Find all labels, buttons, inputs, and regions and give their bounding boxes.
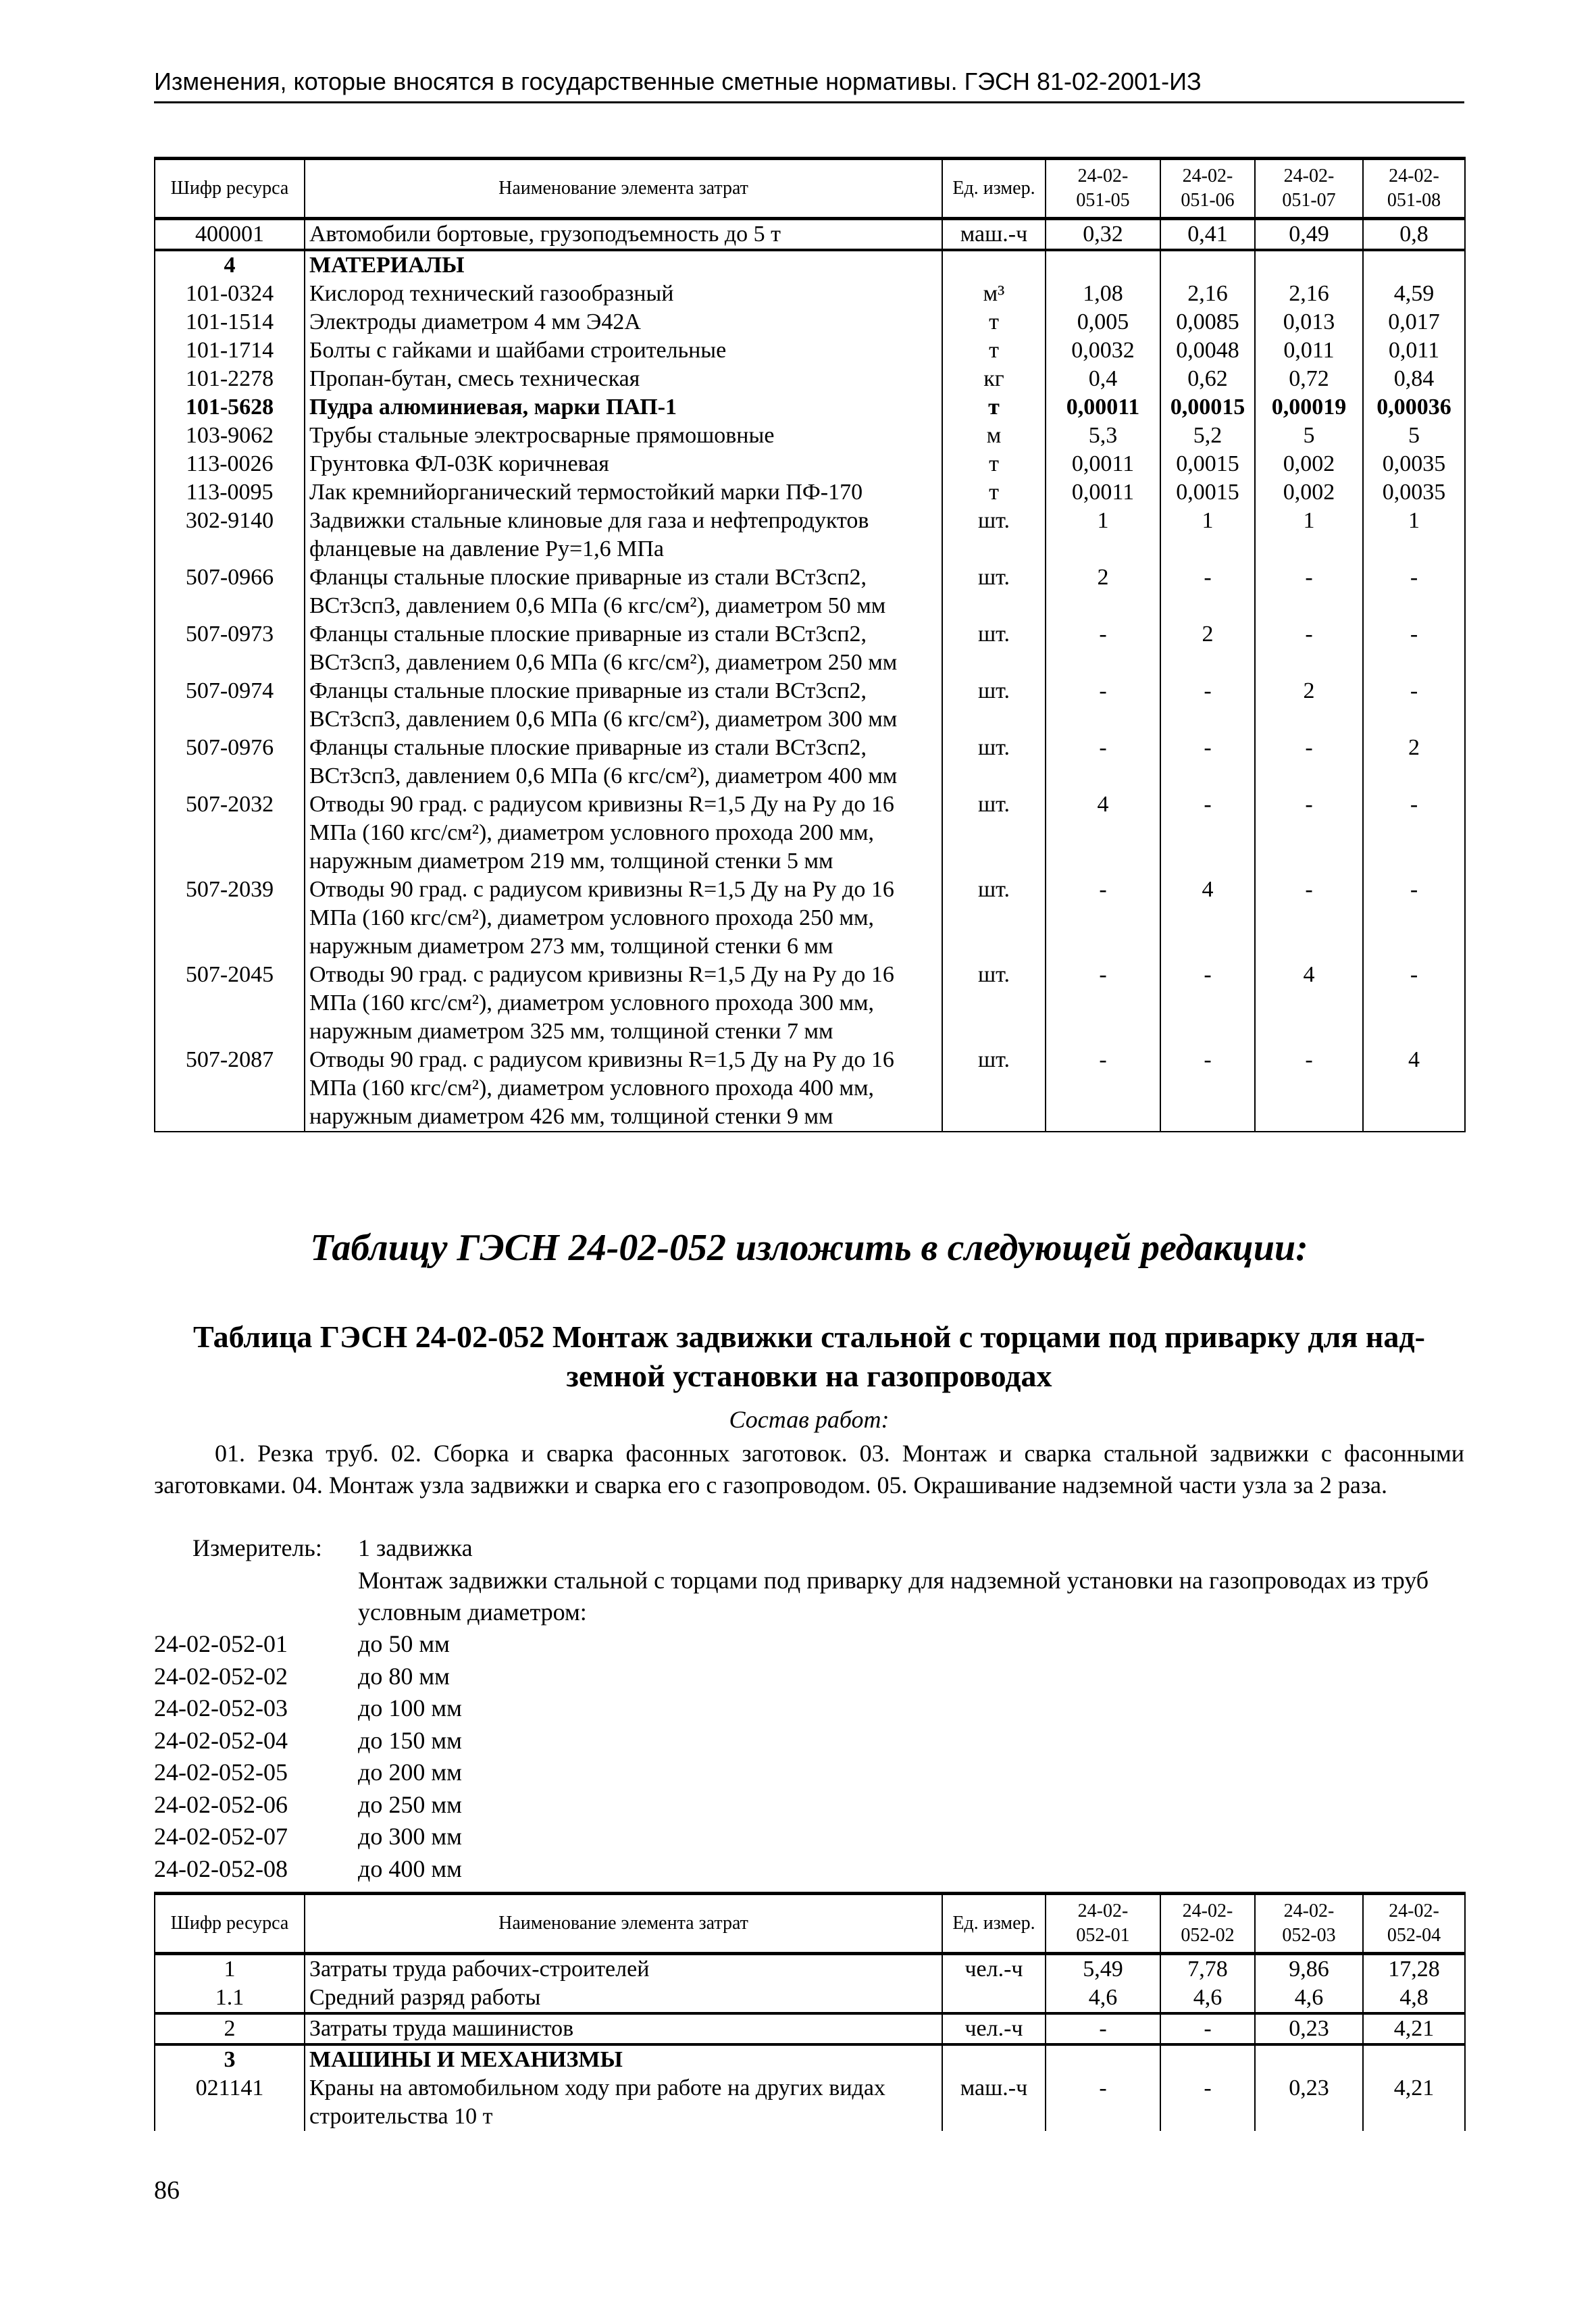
instruction-heading: Таблицу ГЭСН 24-02-052 изложить в следующей редакции: (310, 1227, 1308, 1269)
value-cell: 0,84 (1363, 365, 1465, 393)
unit: маш.-ч (942, 2074, 1046, 2131)
value-cell (1046, 2044, 1160, 2074)
value-cell: - (1255, 790, 1363, 876)
resource-code: 113-0026 (155, 450, 305, 478)
value-cell: 0,0085 (1160, 308, 1255, 336)
norm-diameter: до 80 мм (358, 1662, 450, 1690)
value-cell: - (1160, 961, 1255, 1046)
value-cell: 0,0035 (1363, 450, 1465, 478)
value-cell (1046, 250, 1160, 280)
value-cell (1160, 2044, 1255, 2074)
value-cell: - (1160, 563, 1255, 620)
unit (942, 2044, 1046, 2074)
table-header-row (155, 159, 1465, 219)
unit: шт. (942, 677, 1046, 734)
table-row (155, 478, 1465, 507)
norm-diameter: до 50 мм (358, 1630, 450, 1657)
value-cell: 17,28 (1363, 1954, 1465, 1984)
table-row (155, 507, 1465, 563)
value-cell: - (1255, 620, 1363, 677)
code-list-item (154, 1725, 462, 1757)
resource-name: Электроды диаметром 4 мм Э42А (305, 308, 942, 336)
unit: маш.-ч (942, 219, 1046, 251)
unit: шт. (942, 790, 1046, 876)
value-cell: 0,002 (1255, 450, 1363, 478)
meter-description: Монтаж задвижки стальной с торцами под приварку для надземной установки на газопроводах из труб условным диаметром: (358, 1567, 1429, 1626)
resource-name: Затраты труда рабочих-строителей (305, 1954, 942, 1984)
value-cell: - (1363, 876, 1465, 961)
resource-code: 507-2032 (155, 790, 305, 876)
value-cell: 0,62 (1160, 365, 1255, 393)
resource-code: 3 (155, 2044, 305, 2074)
value-cell (1363, 250, 1465, 280)
value-cell: 0,8 (1363, 219, 1465, 251)
column-header: 24-02- 052-04 (1363, 1894, 1465, 1954)
value-cell (1255, 2044, 1363, 2074)
value-cell: - (1160, 2074, 1255, 2131)
column-header: 24-02- 052-03 (1255, 1894, 1363, 1954)
resource-name: Автомобили бортовые, грузоподъемность до 5 т (305, 219, 942, 251)
value-cell: 0,0032 (1046, 336, 1160, 365)
value-cell: - (1255, 563, 1363, 620)
value-cell: 2,16 (1160, 280, 1255, 308)
unit: шт. (942, 563, 1046, 620)
unit: т (942, 393, 1046, 422)
table-row (155, 876, 1465, 961)
table-row (155, 365, 1465, 393)
resource-name: Фланцы стальные плоские приварные из стали ВСт3сп2, ВСт3сп3, давлением 0,6 МПа (6 кгс/см²), диаметром 300 мм (305, 677, 942, 734)
norm-code: 24-02-052-06 (154, 1790, 288, 1818)
resource-name: Фланцы стальные плоские приварные из стали ВСт3сп2, ВСт3сп3, давлением 0,6 МПа (6 кгс/см²), диаметром 400 мм (305, 734, 942, 790)
resource-name: Отводы 90 град. с радиусом кривизны R=1,5 Ду на Ру до 16 МПа (160 кгс/см²), диаметром условного прохода 400 мм, наружным диаметром 426 мм, толщиной стенки 9 мм (305, 1046, 942, 1132)
norm-code: 24-02-052-03 (154, 1694, 288, 1721)
value-cell: 4,21 (1363, 2074, 1465, 2131)
value-cell: 0,0011 (1046, 450, 1160, 478)
code-list-item (154, 1853, 462, 1886)
resource-name: Лак кремнийорганический термостойкий марки ПФ-170 (305, 478, 942, 507)
table-row (155, 2074, 1465, 2131)
resource-name: Краны на автомобильном ходу при работе на других видах строительства 10 т (305, 2074, 942, 2131)
table-row (155, 677, 1465, 734)
value-cell: - (1363, 620, 1465, 677)
table-row (155, 961, 1465, 1046)
column-header: Шифр ресурса (155, 159, 305, 219)
table-row (155, 219, 1465, 251)
value-cell: 4 (1160, 876, 1255, 961)
resource-code: 103-9062 (155, 422, 305, 450)
norm-code: 24-02-052-04 (154, 1726, 288, 1754)
column-header: Шифр ресурса (155, 1894, 305, 1954)
table-row (155, 790, 1465, 876)
value-cell: 0,72 (1255, 365, 1363, 393)
column-header: Наименование элемента затрат (305, 1894, 942, 1954)
norm-diameter: до 250 мм (358, 1790, 462, 1818)
value-cell: 4,6 (1046, 1984, 1160, 2013)
unit: чел.-ч (942, 1954, 1046, 1984)
unit: шт. (942, 1046, 1046, 1132)
value-cell: - (1046, 961, 1160, 1046)
code-list-item (154, 1661, 462, 1693)
value-cell: 4,6 (1160, 1984, 1255, 2013)
value-cell: 0,0048 (1160, 336, 1255, 365)
table-title-line1: Таблица ГЭСН 24-02-052 Монтаж задвижки стальной с торцами под приварку для над- (193, 1319, 1425, 1354)
work-composition-text: 01. Резка труб. 02. Сборка и сварка фасонных заготовок. 03. Монтаж и сварка стальной задвижки с фасонными заготовками. 04. Монтаж узла задвижки и сварка его с газопроводом. 05. Окрашивание надземной части узла за 2 раза. (154, 1440, 1464, 1499)
unit: т (942, 308, 1046, 336)
norm-code: 24-02-052-02 (154, 1662, 288, 1690)
resource-code: 1.1 (155, 1984, 305, 2013)
table-row (155, 450, 1465, 478)
resource-code: 400001 (155, 219, 305, 251)
resource-name: Грунтовка ФЛ-03К коричневая (305, 450, 942, 478)
unit: кг (942, 365, 1046, 393)
value-cell: - (1046, 620, 1160, 677)
norm-code: 24-02-052-08 (154, 1855, 288, 1882)
value-cell: 2 (1046, 563, 1160, 620)
resource-name: Кислород технический газообразный (305, 280, 942, 308)
resource-name: Болты с гайками и шайбами строительные (305, 336, 942, 365)
resource-code: 507-0973 (155, 620, 305, 677)
table-row (155, 734, 1465, 790)
resource-code: 507-2087 (155, 1046, 305, 1132)
value-cell: 0,0015 (1160, 478, 1255, 507)
value-cell: 1 (1160, 507, 1255, 563)
resource-name: Средний разряд работы (305, 1984, 942, 2013)
table-row (155, 280, 1465, 308)
value-cell: 4 (1363, 1046, 1465, 1132)
value-cell: 0,002 (1255, 478, 1363, 507)
unit: чел.-ч (942, 2013, 1046, 2044)
value-cell (1255, 250, 1363, 280)
table-row (155, 620, 1465, 677)
table-row (155, 2013, 1465, 2044)
value-cell: 0,0035 (1363, 478, 1465, 507)
value-cell: 0,00015 (1160, 393, 1255, 422)
resource-code: 507-0976 (155, 734, 305, 790)
value-cell: 7,78 (1160, 1954, 1255, 1984)
value-cell: - (1046, 876, 1160, 961)
table-title (154, 1317, 1464, 1396)
column-header: 24-02- 052-01 (1046, 1894, 1160, 1954)
value-cell: - (1160, 734, 1255, 790)
resource-name: Задвижки стальные клиновые для газа и нефтепродуктов фланцевые на давление Ру=1,6 МПа (305, 507, 942, 563)
value-cell: 5 (1363, 422, 1465, 450)
table-row (155, 1984, 1465, 2013)
code-list-item (154, 1789, 462, 1821)
value-cell: - (1363, 677, 1465, 734)
unit: шт. (942, 620, 1046, 677)
value-cell: 1,08 (1046, 280, 1160, 308)
column-header: Ед. измер. (942, 159, 1046, 219)
value-cell: - (1046, 734, 1160, 790)
value-cell: 1 (1255, 507, 1363, 563)
table-row (155, 336, 1465, 365)
unit (942, 250, 1046, 280)
work-composition-label: Состав работ: (729, 1406, 890, 1433)
value-cell: 0,017 (1363, 308, 1465, 336)
norm-code: 24-02-052-01 (154, 1630, 288, 1657)
value-cell: 0,23 (1255, 2074, 1363, 2131)
unit: м³ (942, 280, 1046, 308)
value-cell: 1 (1046, 507, 1160, 563)
value-cell: 0,005 (1046, 308, 1160, 336)
norm-code: 24-02-052-07 (154, 1823, 288, 1850)
unit: шт. (942, 507, 1046, 563)
value-cell: 0,011 (1363, 336, 1465, 365)
running-header: Изменения, которые вносятся в государственные сметные нормативы. ГЭСН 81-02-2001-ИЗ (154, 68, 1464, 103)
value-cell: - (1363, 961, 1465, 1046)
value-cell: 0,32 (1046, 219, 1160, 251)
unit: т (942, 336, 1046, 365)
resource-name: Пропан-бутан, смесь техническая (305, 365, 942, 393)
norm-code-list (154, 1628, 462, 1885)
table-header-row (155, 1894, 1465, 1954)
column-header: 24-02- 051-06 (1160, 159, 1255, 219)
value-cell: 0,011 (1255, 336, 1363, 365)
value-cell: - (1160, 2013, 1255, 2044)
value-cell (1160, 250, 1255, 280)
value-cell: 0,49 (1255, 219, 1363, 251)
resource-name: Отводы 90 град. с радиусом кривизны R=1,5 Ду на Ру до 16 МПа (160 кгс/см²), диаметром условного прохода 300 мм, наружным диаметром 325 мм, толщиной стенки 7 мм (305, 961, 942, 1046)
code-list-item (154, 1757, 462, 1789)
value-cell: - (1255, 1046, 1363, 1132)
resource-name: Отводы 90 град. с радиусом кривизны R=1,5 Ду на Ру до 16 МПа (160 кгс/см²), диаметром условного прохода 200 мм, наружным диаметром 219 мм, толщиной стенки 5 мм (305, 790, 942, 876)
resource-code: 101-0324 (155, 280, 305, 308)
value-cell: 5,2 (1160, 422, 1255, 450)
value-cell: - (1046, 2074, 1160, 2131)
unit: т (942, 478, 1046, 507)
value-cell: - (1160, 677, 1255, 734)
resource-code: 101-1514 (155, 308, 305, 336)
table-row (155, 1954, 1465, 1984)
value-cell: 2 (1160, 620, 1255, 677)
page-number: 86 (154, 2176, 180, 2205)
table-title-line2: земной установки на газопроводах (566, 1359, 1052, 1393)
value-cell: 0,0015 (1160, 450, 1255, 478)
unit: т (942, 450, 1046, 478)
value-cell: 1 (1363, 507, 1465, 563)
resource-code: 101-1714 (155, 336, 305, 365)
value-cell: - (1363, 563, 1465, 620)
code-list-item (154, 1628, 462, 1661)
value-cell: 5 (1255, 422, 1363, 450)
value-cell: 0,0011 (1046, 478, 1160, 507)
code-list-item (154, 1821, 462, 1853)
value-cell: - (1363, 790, 1465, 876)
unit: шт. (942, 876, 1046, 961)
value-cell: 4,59 (1363, 280, 1465, 308)
norm-diameter: до 100 мм (358, 1694, 462, 1721)
resource-code: 113-0095 (155, 478, 305, 507)
resource-code: 021141 (155, 2074, 305, 2131)
norm-diameter: до 200 мм (358, 1759, 462, 1786)
resource-name: Фланцы стальные плоские приварные из стали ВСт3сп2, ВСт3сп3, давлением 0,6 МПа (6 кгс/см²), диаметром 250 мм (305, 620, 942, 677)
value-cell: 4 (1255, 961, 1363, 1046)
table-row (155, 393, 1465, 422)
resource-name: Затраты труда машинистов (305, 2013, 942, 2044)
value-cell: 0,41 (1160, 219, 1255, 251)
column-header: 24-02- 051-05 (1046, 159, 1160, 219)
table-row (155, 2044, 1465, 2074)
table-row (155, 422, 1465, 450)
unit: м (942, 422, 1046, 450)
value-cell: 0,00011 (1046, 393, 1160, 422)
norm-diameter: до 150 мм (358, 1726, 462, 1754)
resource-code: 507-2045 (155, 961, 305, 1046)
value-cell: 0,00019 (1255, 393, 1363, 422)
table-row (155, 1046, 1465, 1132)
column-header: Наименование элемента затрат (305, 159, 942, 219)
value-cell: - (1160, 790, 1255, 876)
resource-code: 302-9140 (155, 507, 305, 563)
value-cell: 2,16 (1255, 280, 1363, 308)
value-cell: 5,49 (1046, 1954, 1160, 1984)
resource-name: Фланцы стальные плоские приварные из стали ВСт3сп2, ВСт3сп3, давлением 0,6 МПа (6 кгс/см²), диаметром 50 мм (305, 563, 942, 620)
value-cell: - (1255, 876, 1363, 961)
table-row (155, 250, 1465, 280)
norm-diameter: до 300 мм (358, 1823, 462, 1850)
resource-table-051 (154, 157, 1466, 1132)
resource-name: Трубы стальные электросварные прямошовные (305, 422, 942, 450)
column-header: Ед. измер. (942, 1894, 1046, 1954)
value-cell: - (1046, 2013, 1160, 2044)
resource-code: 1 (155, 1954, 305, 1984)
table-row (155, 563, 1465, 620)
resource-name: Отводы 90 град. с радиусом кривизны R=1,5 Ду на Ру до 16 МПа (160 кгс/см²), диаметром условного прохода 250 мм, наружным диаметром 273 мм, толщиной стенки 6 мм (305, 876, 942, 961)
value-cell: - (1046, 677, 1160, 734)
resource-code: 507-2039 (155, 876, 305, 961)
value-cell: 4,6 (1255, 1984, 1363, 2013)
value-cell: 0,4 (1046, 365, 1160, 393)
resource-code: 507-0974 (155, 677, 305, 734)
value-cell: 9,86 (1255, 1954, 1363, 1984)
value-cell: - (1160, 1046, 1255, 1132)
resource-name: Пудра алюминиевая, марки ПАП-1 (305, 393, 942, 422)
meter-value: 1 задвижка (358, 1534, 473, 1561)
norm-code: 24-02-052-05 (154, 1759, 288, 1786)
value-cell: 0,013 (1255, 308, 1363, 336)
resource-name: МАШИНЫ И МЕХАНИЗМЫ (305, 2044, 942, 2074)
value-cell: 4,8 (1363, 1984, 1465, 2013)
norm-diameter: до 400 мм (358, 1855, 462, 1882)
table-row (155, 308, 1465, 336)
value-cell: 2 (1363, 734, 1465, 790)
resource-code: 101-5628 (155, 393, 305, 422)
resource-code: 101-2278 (155, 365, 305, 393)
column-header: 24-02- 051-08 (1363, 159, 1465, 219)
value-cell: 4 (1046, 790, 1160, 876)
column-header: 24-02- 052-02 (1160, 1894, 1255, 1954)
resource-code: 507-0966 (155, 563, 305, 620)
unit (942, 1984, 1046, 2013)
code-list-item (154, 1692, 462, 1725)
unit: шт. (942, 734, 1046, 790)
value-cell: 2 (1255, 677, 1363, 734)
value-cell: 5,3 (1046, 422, 1160, 450)
value-cell: - (1255, 734, 1363, 790)
resource-name: МАТЕРИАЛЫ (305, 250, 942, 280)
unit: шт. (942, 961, 1046, 1046)
value-cell (1363, 2044, 1465, 2074)
value-cell: - (1046, 1046, 1160, 1132)
value-cell: 0,00036 (1363, 393, 1465, 422)
value-cell: 0,23 (1255, 2013, 1363, 2044)
meter-label: Измеритель: (192, 1534, 322, 1561)
resource-table-052 (154, 1892, 1466, 2131)
value-cell: 4,21 (1363, 2013, 1465, 2044)
resource-code: 2 (155, 2013, 305, 2044)
column-header: 24-02- 051-07 (1255, 159, 1363, 219)
resource-code: 4 (155, 250, 305, 280)
